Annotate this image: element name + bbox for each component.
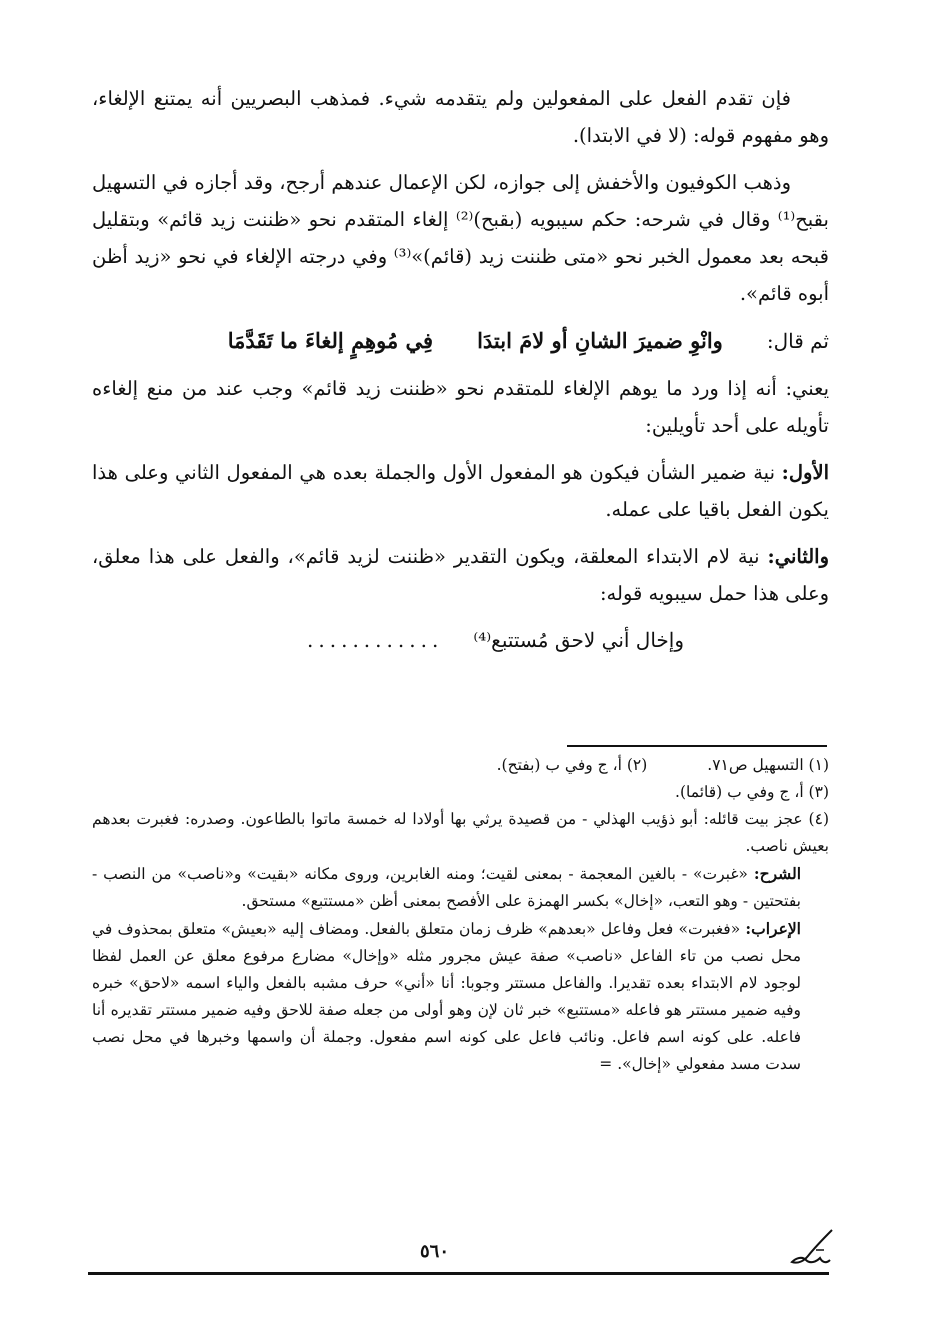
footnote-2: (٢) أ، ج وفي ب (بفتح).: [496, 756, 648, 774]
footnote-separator: [567, 745, 827, 747]
handwritten-signature-icon: [786, 1226, 836, 1270]
paragraph-2: وذهب الكوفيون والأخفش إلى جوازه، لكن الإعمال عندهم أرجح، وقد أجازه في التسهيل بقبح⁽¹⁾ وقال في شرحه: حكم سيبويه (بقبح)⁽²⁾ إلغاء المتقدم نحو «ظننت زيد قائم» وبتقليل قبحه بعد معمول الخبر نحو «متى ظننت زيد (قائم)»⁽³⁾ وفي درجته الإلغاء في نحو «زيد أظن أبوه قائم».: [92, 171, 829, 305]
verse-line: [92, 322, 829, 360]
paragraph-4: [92, 454, 829, 528]
quoted-verse-text: وإخال أني لاحق مُستتبع⁽⁴⁾: [473, 628, 684, 652]
verse-second-half: فِي مُوهِمٍ إلغاءَ ما تَقَدَّمَا: [227, 328, 434, 353]
sharh-text: «غبرت» - بالغين المعجمة - بمعنى لقيت؛ ومنه الغابرين، وروى مكانه «بقيت» و«ناصب» من النصب - بفتحتين - وهو التعب، «إخال» بكسر الهمزة على الأفصح بمعنى أظن «مستتبع» مستحق.: [92, 865, 801, 910]
irab-text: «فغبرت» فعل وفاعل «بعدهم» ظرف زمان متعلق بالفعل. ومضاف إليه «بعيش» متعلق بمحذوف في محل نصب من تاء الفاعل «ناصب» صفة عيش مجرور مثله «وإخال» مضارع مرفوع معلق عن العمل لفظا لوجود لام الابتداء بعده تقديرا. والفاعل مستتر وجوبا: أنا «أني» حرف مشبه بالفعل والياء اسمه «لاحق» خبره وفيه ضمير مستتر هو فاعله «مستتبع» خبر ثان لإن وهو أولى من جعله صفة للاحق وفيه ضمير مستتر تقديره أنا فاعله. على كونه اسم فاعل. ونائب فاعل على كونه اسم مفعول. وجملة أن واسمها وخبرها في محل نصب سدت مسد مفعولي «إخال».: [92, 920, 801, 1073]
bottom-rule: [88, 1272, 829, 1275]
paragraph-5: [92, 538, 829, 612]
irab-label: الإعراب:: [745, 919, 801, 938]
ellipsis-dots: ............: [307, 628, 444, 652]
paragraph-3: يعني: أنه إذا ورد ما يوهم الإلغاء للمتقدم نحو «ظننت زيد قائم» وجب عند من منع إلغاءه تأويله على أحد تأويلين:: [92, 377, 829, 437]
page-number: ٥٦٠: [420, 1241, 450, 1262]
verse-intro: ثم قال:: [766, 329, 829, 353]
footnote-1: (١) التسهيل ص٧١.: [707, 756, 829, 774]
second-interpretation-text: نية لام الابتداء المعلقة، ويكون التقدير «ظننت لزيد قائم»، والفعل على هذا معلق، وعلى هذا حمل سيبويه قوله:: [92, 545, 829, 605]
footnote-row-1-2: [92, 752, 829, 779]
second-interpretation-label: والثاني:: [767, 545, 829, 568]
continuation-mark: =: [599, 1055, 613, 1073]
main-text: [92, 80, 829, 659]
quoted-verse: [92, 622, 829, 659]
footnote-4-irab: [92, 915, 801, 1078]
footnote-3: (٣) أ، ج وفي ب (قائما).: [675, 783, 829, 801]
footnote-4: (٤) عجز بيت قائله: أبو ذؤيب الهذلي - من قصيدة يرثي بها أولادا له خمسة ماتوا بالطاعون. وصدره: فغبرت بعدهم بعيش ناصب.: [92, 810, 829, 855]
paragraph-1: فإن تقدم الفعل على المفعولين ولم يتقدمه شيء. فمذهب البصريين أنه يمتنع الإلغاء، وهو مفهوم قوله: (لا في الابتدا).: [92, 87, 829, 147]
sharh-label: الشرح:: [753, 864, 801, 883]
footnote-4-sharh: [92, 860, 801, 915]
footnotes: [92, 752, 829, 1078]
verse-first-half: وانْوِ ضميرَ الشانِ أو لامَ ابتدَا: [477, 328, 723, 353]
first-interpretation-label: الأول:: [781, 461, 829, 484]
first-interpretation-text: نية ضمير الشأن فيكون هو المفعول الأول والجملة بعده هي المفعول الثاني وعلى هذا يكون الفعل باقيا على عمله.: [92, 461, 829, 521]
